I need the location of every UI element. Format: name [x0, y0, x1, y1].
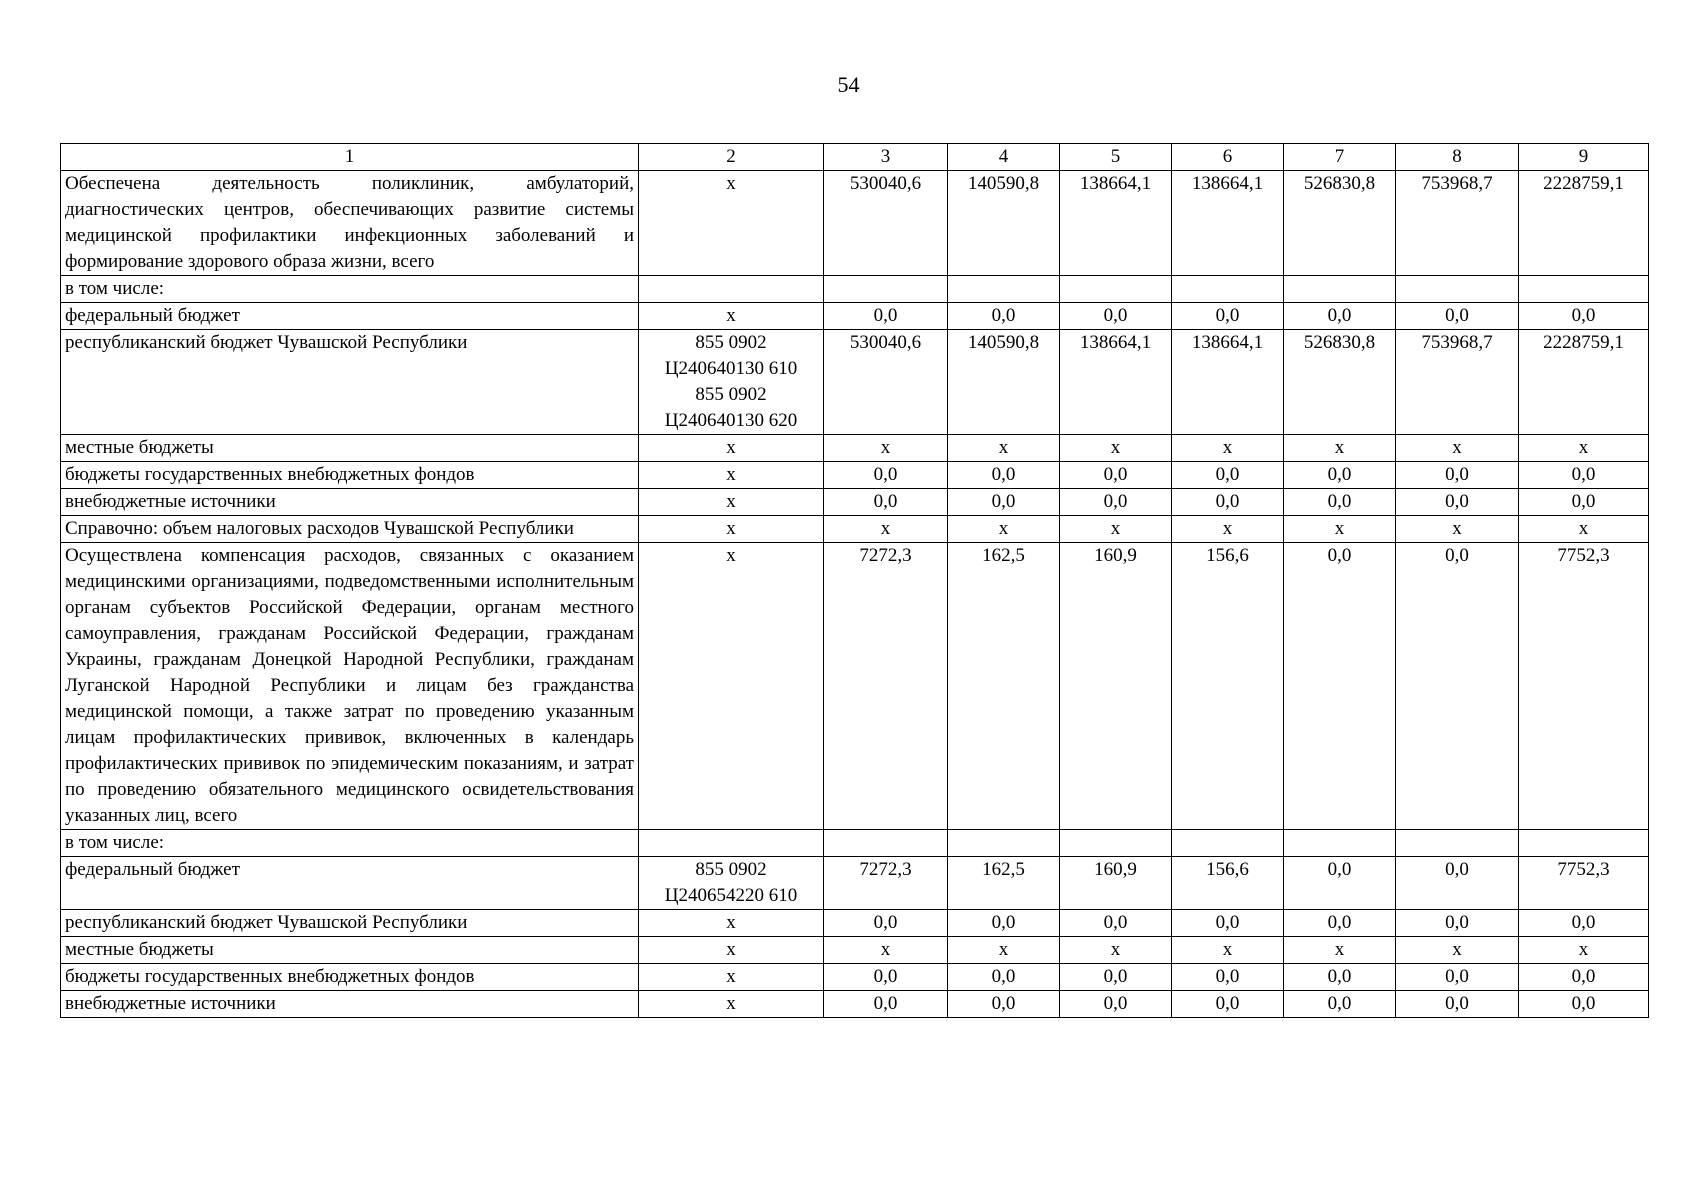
budget-code: [639, 330, 824, 435]
value-cell: 0,0: [1519, 910, 1649, 937]
value-cell: x: [824, 435, 948, 462]
budget-code-line: Ц240640130 620: [664, 410, 798, 431]
row-label: внебюджетные источники: [61, 991, 639, 1018]
value-cell: [1396, 830, 1519, 857]
table-row: [61, 489, 1649, 516]
column-header: 3: [824, 144, 948, 171]
budget-code: [639, 910, 824, 937]
value-cell: [1284, 276, 1396, 303]
value-cell: 156,6: [1172, 857, 1284, 910]
value-cell: 0,0: [1172, 462, 1284, 489]
page-number: 54: [837, 72, 860, 97]
budget-code: [639, 830, 824, 857]
value-cell: 0,0: [1172, 489, 1284, 516]
budget-code: [639, 937, 824, 964]
value-cell: [824, 830, 948, 857]
value-cell: x: [824, 937, 948, 964]
value-cell: [1396, 276, 1519, 303]
value-cell: x: [1284, 937, 1396, 964]
row-label: местные бюджеты: [61, 937, 639, 964]
budget-code-line: 855 0902: [695, 859, 767, 880]
value-cell: 2228759,1: [1519, 171, 1649, 276]
row-label: федеральный бюджет: [61, 303, 639, 330]
value-cell: 0,0: [1060, 462, 1172, 489]
value-cell: [824, 276, 948, 303]
row-label: Осуществлена компенсация расходов, связанных с оказанием медицинскими организациями, подведомственными исполнительным органам субъектов Российской Федерации, органам местного самоуправления, гражданам Российской Федерации, гражданам Украины, гражданам Донецкой Народной Республики, гражданам Луганской Народной Республики и лицам без гражданства медицинской помощи, а также затрат по проведению указанным лицам профилактических прививок, включенных в календарь профилактических прививок по эпидемическим показаниям, и затрат по проведению обязательного медицинского освидетельствования указанных лиц, всего: [61, 543, 639, 830]
column-header: 6: [1172, 144, 1284, 171]
budget-code-line: x: [726, 491, 736, 512]
value-cell: 0,0: [1396, 543, 1519, 830]
value-cell: 0,0: [1396, 964, 1519, 991]
value-cell: 7752,3: [1519, 543, 1649, 830]
column-header: 4: [948, 144, 1060, 171]
column-header: 8: [1396, 144, 1519, 171]
table-body: [61, 171, 1649, 1018]
value-cell: 138664,1: [1060, 171, 1172, 276]
value-cell: 0,0: [1060, 303, 1172, 330]
budget-code-line: Ц240640130 610: [664, 358, 798, 379]
table-row: [61, 516, 1649, 543]
row-label: бюджеты государственных внебюджетных фондов: [61, 964, 639, 991]
value-cell: 138664,1: [1060, 330, 1172, 435]
value-cell: 2228759,1: [1519, 330, 1649, 435]
value-cell: 7752,3: [1519, 857, 1649, 910]
table-row: [61, 171, 1649, 276]
value-cell: x: [1284, 435, 1396, 462]
value-cell: 0,0: [1519, 462, 1649, 489]
value-cell: x: [1519, 435, 1649, 462]
value-cell: x: [1060, 937, 1172, 964]
value-cell: 0,0: [1284, 303, 1396, 330]
budget-code: [639, 276, 824, 303]
value-cell: x: [948, 435, 1060, 462]
value-cell: 0,0: [824, 964, 948, 991]
value-cell: x: [1396, 516, 1519, 543]
value-cell: 530040,6: [824, 330, 948, 435]
value-cell: 0,0: [1060, 489, 1172, 516]
row-label: местные бюджеты: [61, 435, 639, 462]
budget-code-line: x: [726, 912, 736, 933]
table-row: [61, 830, 1649, 857]
budget-code-line: 855 0902: [695, 384, 767, 405]
value-cell: 0,0: [948, 462, 1060, 489]
value-cell: 0,0: [1172, 303, 1284, 330]
row-label: Справочно: объем налоговых расходов Чувашской Республики: [61, 516, 639, 543]
table-row: [61, 991, 1649, 1018]
value-cell: x: [1396, 937, 1519, 964]
budget-code: [639, 857, 824, 910]
value-cell: 0,0: [824, 462, 948, 489]
value-cell: [1060, 276, 1172, 303]
value-cell: 7272,3: [824, 543, 948, 830]
value-cell: 0,0: [948, 991, 1060, 1018]
value-cell: 526830,8: [1284, 171, 1396, 276]
table-row: [61, 303, 1649, 330]
budget-code-line: x: [726, 173, 736, 194]
value-cell: 0,0: [1284, 462, 1396, 489]
value-cell: 138664,1: [1172, 171, 1284, 276]
budget-code-line: x: [726, 437, 736, 458]
budget-code: [639, 543, 824, 830]
value-cell: [1060, 830, 1172, 857]
value-cell: 0,0: [1396, 991, 1519, 1018]
budget-code: [639, 435, 824, 462]
value-cell: 0,0: [948, 489, 1060, 516]
value-cell: 138664,1: [1172, 330, 1284, 435]
value-cell: [948, 276, 1060, 303]
value-cell: 0,0: [1172, 910, 1284, 937]
value-cell: 0,0: [824, 991, 948, 1018]
value-cell: 0,0: [1172, 991, 1284, 1018]
value-cell: x: [1172, 937, 1284, 964]
table-row: [61, 910, 1649, 937]
budget-code-line: x: [726, 305, 736, 326]
row-label: в том числе:: [61, 276, 639, 303]
row-label: республиканский бюджет Чувашской Республики: [61, 910, 639, 937]
value-cell: x: [1284, 516, 1396, 543]
value-cell: [1172, 830, 1284, 857]
row-label: республиканский бюджет Чувашской Республики: [61, 330, 639, 435]
value-cell: 160,9: [1060, 857, 1172, 910]
value-cell: 0,0: [1396, 857, 1519, 910]
budget-code: [639, 462, 824, 489]
value-cell: 0,0: [1284, 857, 1396, 910]
value-cell: 140590,8: [948, 330, 1060, 435]
value-cell: x: [948, 516, 1060, 543]
budget-code: [639, 964, 824, 991]
value-cell: x: [1519, 516, 1649, 543]
value-cell: 162,5: [948, 857, 1060, 910]
value-cell: 0,0: [1396, 462, 1519, 489]
value-cell: [1284, 830, 1396, 857]
value-cell: x: [1396, 435, 1519, 462]
value-cell: x: [1172, 516, 1284, 543]
value-cell: 0,0: [824, 303, 948, 330]
budget-code: [639, 516, 824, 543]
column-header: 5: [1060, 144, 1172, 171]
budget-code-line: Ц240654220 610: [664, 885, 798, 906]
value-cell: 156,6: [1172, 543, 1284, 830]
value-cell: x: [1172, 435, 1284, 462]
table-row: [61, 543, 1649, 830]
value-cell: [1172, 276, 1284, 303]
row-label: Обеспечена деятельность поликлиник, амбулаторий, диагностических центров, обеспечивающих развитие системы медицинской профилактики инфекционных заболеваний и формирование здорового образа жизни, всего: [61, 171, 639, 276]
table-row: [61, 857, 1649, 910]
column-header: 9: [1519, 144, 1649, 171]
value-cell: 0,0: [1519, 303, 1649, 330]
value-cell: 0,0: [1284, 991, 1396, 1018]
value-cell: x: [824, 516, 948, 543]
table-row: [61, 462, 1649, 489]
value-cell: 0,0: [1060, 910, 1172, 937]
value-cell: 526830,8: [1284, 330, 1396, 435]
value-cell: 753968,7: [1396, 330, 1519, 435]
value-cell: 0,0: [1284, 964, 1396, 991]
value-cell: 0,0: [948, 964, 1060, 991]
value-cell: 0,0: [1519, 991, 1649, 1018]
value-cell: 0,0: [1396, 910, 1519, 937]
value-cell: x: [1519, 937, 1649, 964]
column-header: 7: [1284, 144, 1396, 171]
value-cell: 140590,8: [948, 171, 1060, 276]
budget-code: [639, 489, 824, 516]
row-label: внебюджетные источники: [61, 489, 639, 516]
budget-code-line: x: [726, 518, 736, 539]
value-cell: x: [1060, 516, 1172, 543]
value-cell: 7272,3: [824, 857, 948, 910]
budget-code-line: x: [726, 966, 736, 987]
header-row: [61, 144, 1649, 171]
budget-code: [639, 991, 824, 1018]
value-cell: 0,0: [1519, 964, 1649, 991]
budget-code: [639, 171, 824, 276]
value-cell: 0,0: [1284, 489, 1396, 516]
budget-table: [60, 143, 1649, 1018]
table-row: [61, 435, 1649, 462]
value-cell: 0,0: [1172, 964, 1284, 991]
budget-code-line: x: [726, 993, 736, 1014]
table-row: [61, 276, 1649, 303]
budget-code-line: x: [726, 545, 736, 566]
value-cell: 530040,6: [824, 171, 948, 276]
value-cell: 0,0: [948, 303, 1060, 330]
column-header: 2: [639, 144, 824, 171]
row-label: бюджеты государственных внебюджетных фондов: [61, 462, 639, 489]
value-cell: [1519, 276, 1649, 303]
value-cell: 0,0: [1284, 543, 1396, 830]
value-cell: 753968,7: [1396, 171, 1519, 276]
row-label: в том числе:: [61, 830, 639, 857]
budget-code: [639, 303, 824, 330]
value-cell: 160,9: [1060, 543, 1172, 830]
value-cell: [948, 830, 1060, 857]
row-label: федеральный бюджет: [61, 857, 639, 910]
column-header: 1: [61, 144, 639, 171]
table-row: [61, 964, 1649, 991]
budget-code-line: x: [726, 939, 736, 960]
table-row: [61, 937, 1649, 964]
value-cell: 0,0: [1060, 964, 1172, 991]
value-cell: 0,0: [1519, 489, 1649, 516]
table-row: [61, 330, 1649, 435]
value-cell: 0,0: [1060, 991, 1172, 1018]
value-cell: x: [948, 937, 1060, 964]
value-cell: 0,0: [1396, 303, 1519, 330]
value-cell: 0,0: [824, 910, 948, 937]
value-cell: 0,0: [1396, 489, 1519, 516]
budget-code-line: 855 0902: [695, 332, 767, 353]
value-cell: 0,0: [1284, 910, 1396, 937]
value-cell: 0,0: [948, 910, 1060, 937]
value-cell: [1519, 830, 1649, 857]
value-cell: 0,0: [824, 489, 948, 516]
budget-code-line: x: [726, 464, 736, 485]
value-cell: 162,5: [948, 543, 1060, 830]
value-cell: x: [1060, 435, 1172, 462]
